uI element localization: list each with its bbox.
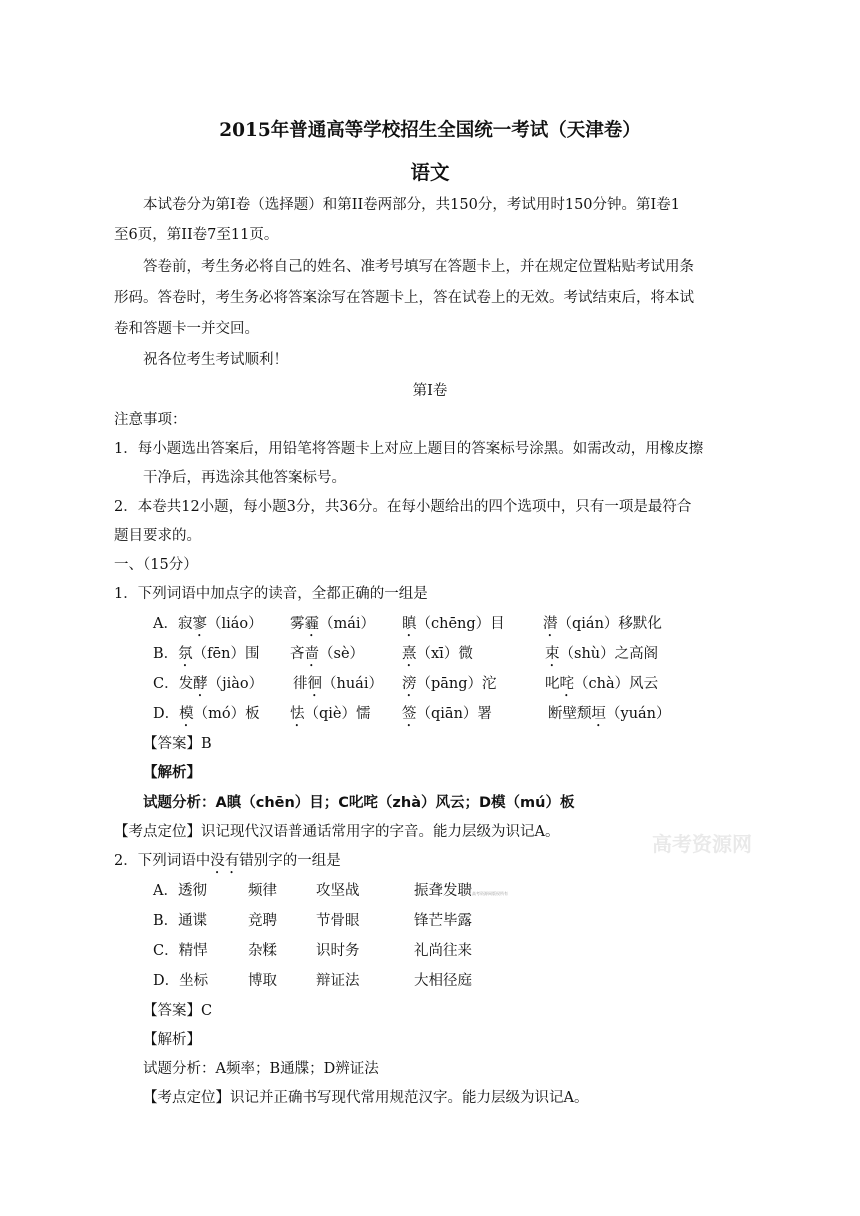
q2-option-d-word4: 大相径庭 (414, 973, 472, 989)
q1-option-c-word2: 徘徊（huái） (293, 676, 383, 692)
q2-option-c-word3: 识时务 (316, 943, 360, 959)
q2-locator: 【考点定位】识记并正确书写现代常用规范汉字。能力层级为识记A。 (143, 1090, 589, 1106)
question-1-stem: 1．下列词语中加点字的读音，全都正确的一组是 (114, 586, 428, 602)
q2-option-c-word2: 杂糅 (248, 943, 277, 959)
intro-paragraph-1a: 本试卷分为第I卷（选择题）和第II卷两部分，共150分，考试用时150分钟。第I卷1 (143, 197, 680, 213)
note-2b: 题目要求的。 (114, 528, 201, 544)
q1-option-d-word2: 怯（qiè）懦 (290, 706, 371, 722)
note-1b: 干净后，再选涂其他答案标号。 (143, 470, 346, 486)
q1-analysis: 试题分析：A瞋（chēn）目；C叱咤（zhà）风云；D模（mú）板 (143, 795, 575, 811)
notes-heading: 注意事项： (114, 412, 187, 428)
q2-option-a-word2: 频律 (248, 883, 277, 899)
q1-option-b-word2: 吝啬（sè） (290, 646, 365, 662)
tiny-watermark-text: 高考资源网版权所有 (472, 891, 508, 896)
q1-locator: 【考点定位】识记现代汉语普通话常用字的字音。能力层级为识记A。 (114, 824, 560, 840)
q1-option-a-word2: 雾霾（mái） (290, 616, 376, 632)
q1-option-d-word3: 签（qiān）署 (402, 706, 492, 722)
section-label: 第I卷 (412, 383, 448, 399)
q1-option-b-word4: 束（shù）之高阁 (545, 646, 659, 662)
subject-title: 语文 (410, 161, 450, 184)
question-2-stem: 2．下列词语中没有错别字的一组是 (114, 853, 341, 869)
q2-option-a-word4: 振聋发聩高考资源网版权所有 (414, 883, 508, 899)
q2-analysis: 试题分析：A频率；B通牒；D辨证法 (143, 1061, 379, 1077)
q1-option-a-label: A．寂寥（liáo） (153, 616, 263, 632)
q2-option-c-word4: 礼尚往来 (414, 943, 472, 959)
q1-option-c-word1: C．发酵（jiào） (153, 676, 264, 692)
intro-paragraph-2b: 形码。答卷时，考生务必将答案涂写在答题卡上，答在试卷上的无效。考试结束后，将本试 (114, 290, 694, 306)
q1-option-c-word4: 叱咤（chà）风云 (545, 676, 659, 692)
q1-option-d-word1: D．模（mó）板 (153, 706, 260, 722)
exam-title: 2015年普通高等学校招生全国统一考试（天津卷） (219, 120, 641, 141)
q1-option-b-word1: B．氛（fēn）围 (153, 646, 260, 662)
q1-option-b-word3: 熹（xī）微 (402, 646, 473, 662)
note-2a: 2．本卷共12小题，每小题3分，共36分。在每小题给出的四个选项中，只有一项是最符合 (114, 499, 692, 515)
note-1a: 1．每小题选出答案后，用铅笔将答题卡上对应上题目的答案标号涂黑。如需改动，用橡皮擦 (114, 441, 704, 457)
q2-option-d-word1: D．坐标 (153, 973, 209, 989)
intro-paragraph-2a: 答卷前，考生务必将自己的姓名、准考号填写在答题卡上，并在规定位置粘贴考试用条 (143, 259, 694, 275)
intro-paragraph-3: 祝各位考生考试顺利！ (143, 352, 288, 368)
q2-analysis-label: 【解析】 (143, 1032, 201, 1048)
q1-answer: 【答案】B (143, 736, 212, 752)
q2-option-d-word2: 博取 (248, 973, 277, 989)
q2-option-b-word2: 竞聘 (248, 913, 277, 929)
q1-analysis-label: 【解析】 (143, 764, 201, 781)
q2-option-b-word4: 锋芒毕露 (414, 913, 472, 929)
q1-option-c-word3: 滂（pāng）沱 (402, 676, 497, 692)
q2-option-a-word3: 攻坚战 (316, 883, 360, 899)
intro-paragraph-1b: 至6页，第II卷7至11页。 (114, 227, 279, 243)
q2-option-b-word3: 节骨眼 (316, 913, 360, 929)
q2-option-c-word1: C．精悍 (153, 943, 208, 959)
q2-answer: 【答案】C (143, 1003, 213, 1019)
q2-option-b-word1: B．通谍 (153, 913, 208, 929)
q1-option-d-word4: 断壁颓垣（yuán） (548, 706, 671, 722)
q1-option-a-word4: 潜（qián）移默化 (543, 616, 662, 632)
q2-option-d-word3: 辩证法 (316, 973, 360, 989)
watermark: 高考资源网 (652, 832, 752, 856)
q2-option-a-word1: A．透彻 (153, 883, 207, 899)
intro-paragraph-2c: 卷和答题卡一并交回。 (114, 321, 259, 337)
q1-option-a-word3: 瞋（chēng）目 (402, 616, 505, 632)
part-one-heading: 一、（15分） (114, 557, 198, 573)
